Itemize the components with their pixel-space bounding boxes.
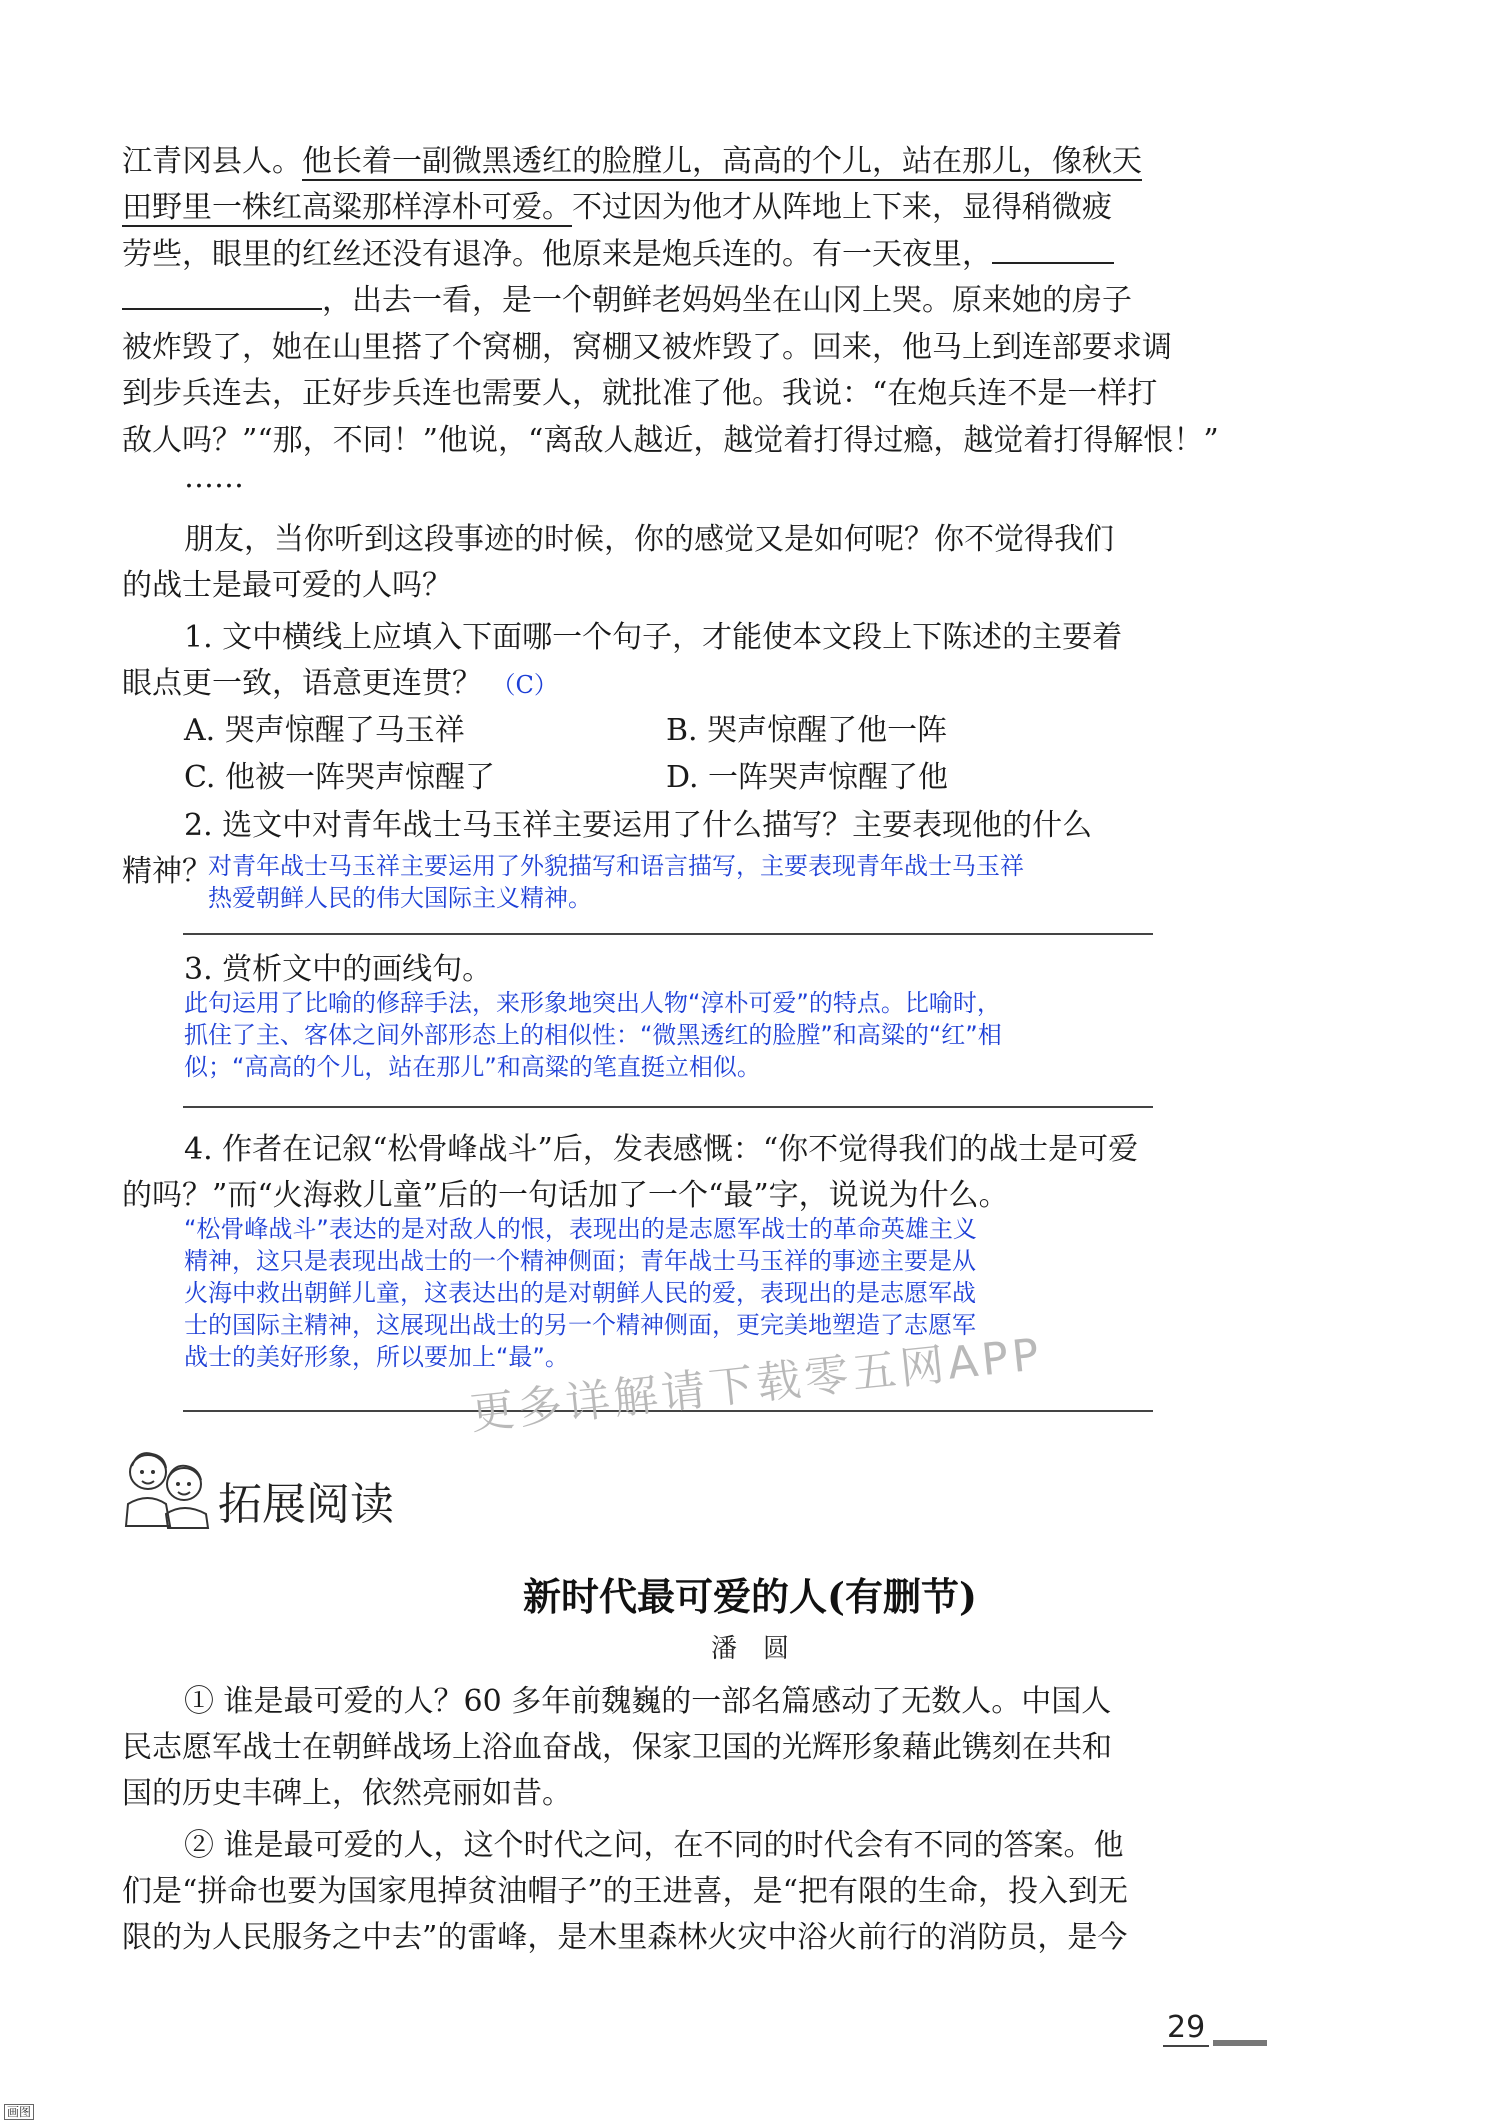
q1-text: 1. 文中横线上应填入下面哪一个句子，才能使本文段上下陈述的主要着 — [184, 620, 1123, 655]
passage-line-5: 被炸毁了，她在山里搭了个窝棚，窝棚又被炸毁了。回来，他马上到连部要求调 — [122, 330, 1172, 365]
page-number: 29 — [1163, 2010, 1209, 2047]
watermark: 更多详解请下载零五网APP — [467, 1328, 1046, 1440]
answer-rule — [183, 1106, 1153, 1108]
article-line: 国的历史丰碑上，依然亮丽如昔。 — [122, 1776, 572, 1811]
passage-line-2 — [122, 182, 1112, 226]
option-d[interactable]: D. 一阵哭声惊醒了他 — [666, 760, 949, 795]
q1-text: 眼点更一致，语意更连贯？ — [122, 666, 482, 701]
fill-blank[interactable] — [122, 282, 322, 310]
article-author: 潘 圆 — [710, 1634, 789, 1664]
passage-text: 江青冈县人。 — [122, 144, 302, 179]
q3-answer-line: 似；“高高的个儿，站在那儿”和高粱的笔直挺立相似。 — [184, 1053, 761, 1081]
corner-tag: 画图 — [4, 2104, 34, 2120]
q2-text: 2. 选文中对青年战士马玉祥主要运用了什么描写？主要表现他的什么 — [184, 808, 1093, 843]
article-line: ② 谁是最可爱的人，这个时代之问，在不同的时代会有不同的答案。他 — [184, 1828, 1124, 1863]
q3-answer-line: 抓住了主、客体之间外部形态上的相似性：“微黑透红的脸膛”和高粱的“红”相 — [184, 1021, 1002, 1049]
page-number-bar — [1213, 2040, 1267, 2046]
q4-answer-line: 战士的美好形象，所以要加上“最”。 — [184, 1343, 569, 1371]
q1-text-2 — [122, 658, 558, 702]
section-title: 拓展阅读 — [218, 1479, 394, 1530]
q2-answer-line: 对青年战士马玉祥主要运用了外貌描写和语言描写，主要表现青年战士马玉祥 — [208, 852, 1024, 880]
option-b[interactable]: B. 哭声惊醒了他一阵 — [666, 713, 948, 748]
passage-line-8: 朋友，当你听到这段事迹的时候，你的感觉又是如何呢？你不觉得我们 — [184, 522, 1114, 557]
passage-line-3 — [122, 229, 1114, 273]
q2-text-2: 精神？ — [122, 854, 212, 889]
passage-line-4 — [122, 275, 1132, 319]
q4-answer-line: 火海中救出朝鲜儿童，这表达出的是对朝鲜人民的爱，表现出的是志愿军战 — [184, 1279, 976, 1307]
passage-line-1 — [122, 136, 1142, 180]
answer-rule — [183, 933, 1153, 935]
passage-text: 劳些，眼里的红丝还没有退净。他原来是炮兵连的。有一天夜里， — [122, 237, 992, 272]
underlined-sentence: 田野里一株红高粱那样淳朴可爱。 — [122, 190, 572, 225]
article-line: 限的为人民服务之中去”的雷峰，是木里森林火灾中浴火前行的消防员，是今 — [122, 1920, 1128, 1955]
q4-answer-line: 士的国际主精神，这展现出战士的另一个精神侧面，更完美地塑造了志愿军 — [184, 1311, 976, 1339]
q4-text-2: 的吗？”而“火海救儿童”后的一句话加了一个“最”字，说说为什么。 — [122, 1178, 1009, 1213]
q4-answer-line: “松骨峰战斗”表达的是对敌人的恨，表现出的是志愿军战士的革命英雄主义 — [184, 1215, 977, 1243]
passage-line-7: 敌人吗？”“那，不同！”他说，“离敌人越近，越觉着打得过瘾，越觉着打得解恨！” — [122, 423, 1219, 458]
article-title: 新时代最可爱的人(有删节) — [523, 1574, 977, 1619]
option-c[interactable]: C. 他被一阵哭声惊醒了 — [184, 760, 495, 795]
q1-answer: （C） — [491, 671, 558, 699]
q2-answer-line: 热爱朝鲜人民的伟大国际主义精神。 — [208, 884, 592, 912]
passage-text: ，出去一看，是一个朝鲜老妈妈坐在山冈上哭。原来她的房子 — [322, 283, 1132, 318]
article-line: ① 谁是最可爱的人？60 多年前魏巍的一部名篇感动了无数人。中国人 — [184, 1684, 1112, 1719]
passage-line-9: 的战士是最可爱的人吗？ — [122, 568, 452, 603]
passage-line-6: 到步兵连去，正好步兵连也需要人，就批准了他。我说：“在炮兵连不是一样打 — [122, 376, 1158, 411]
q3-text: 3. 赏析文中的画线句。 — [184, 952, 493, 987]
q4-text: 4. 作者在记叙“松骨峰战斗”后，发表感慨：“你不觉得我们的战士是可爱 — [184, 1132, 1139, 1167]
q3-answer-line: 此句运用了比喻的修辞手法，来形象地突出人物“淳朴可爱”的特点。比喻时， — [184, 989, 1001, 1017]
fill-blank[interactable] — [992, 236, 1114, 264]
underlined-sentence: 他长着一副微黑透红的脸膛儿，高高的个儿，站在那儿，像秋天 — [302, 144, 1142, 179]
q4-answer-line: 精神，这只是表现出战士的一个精神侧面；青年战士马玉祥的事迹主要是从 — [184, 1247, 976, 1275]
article-line: 民志愿军战士在朝鲜战场上浴血奋战，保家卫国的光辉形象藉此镌刻在共和 — [122, 1730, 1112, 1765]
ellipsis: …… — [184, 460, 244, 495]
article-line: 们是“拼命也要为国家甩掉贫油帽子”的王进喜，是“把有限的生命，投入到无 — [122, 1874, 1129, 1909]
passage-text: 不过因为他才从阵地上下来，显得稍微疲 — [572, 190, 1112, 225]
option-a[interactable]: A. 哭声惊醒了马玉祥 — [184, 713, 465, 748]
kids-illustration — [118, 1442, 218, 1532]
